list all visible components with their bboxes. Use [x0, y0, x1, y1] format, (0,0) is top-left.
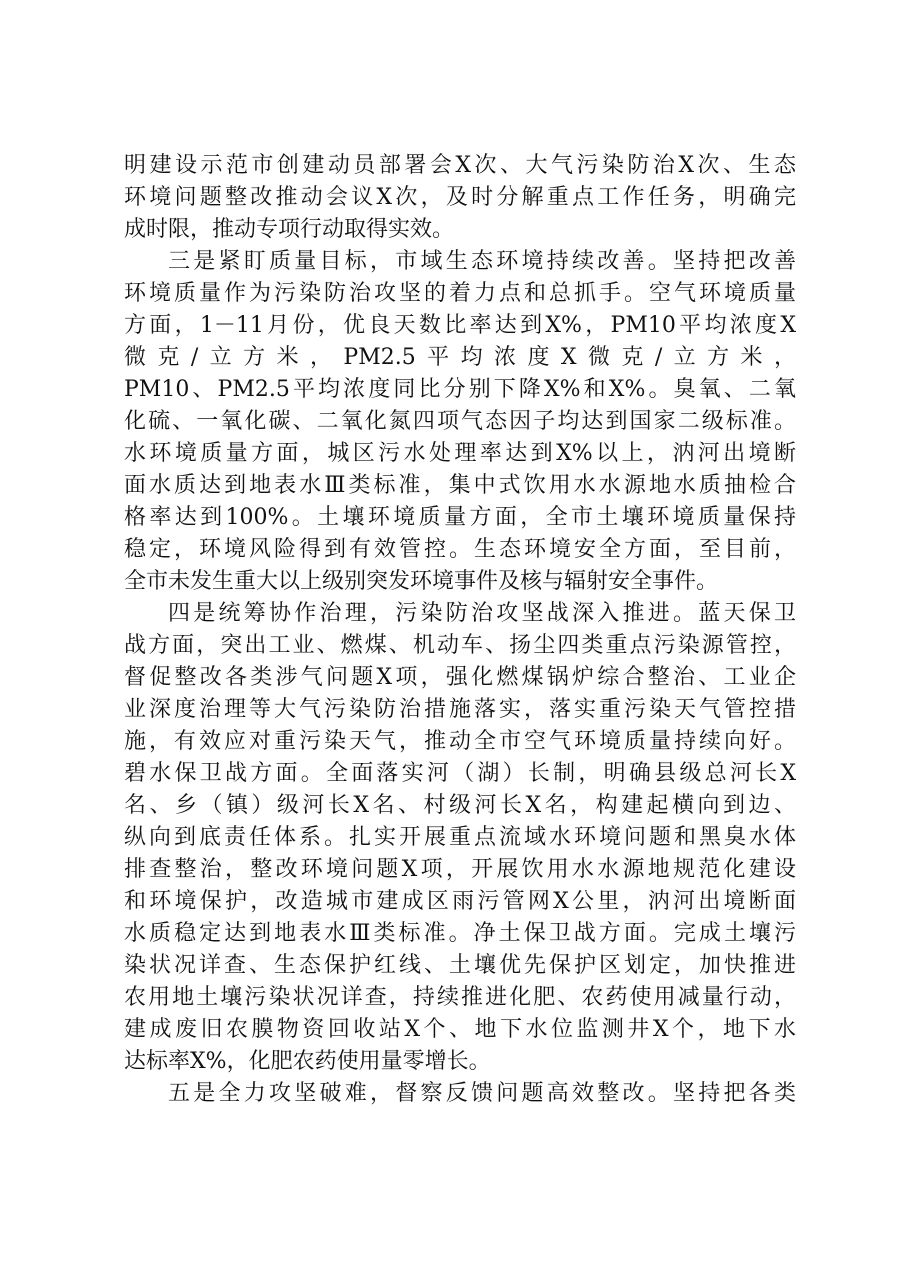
text-line: 面水质达到地表水Ⅲ类标准，集中式饮用水水源地水质抽检合 — [124, 473, 796, 498]
text-line: 稳定，环境风险得到有效管控。生态环境安全方面，至目前， — [124, 537, 796, 562]
text-line: 水环境质量方面，城区污水处理率达到X%以上，汭河出境断 — [124, 441, 796, 466]
text-line: 微克/立方米，PM2.5平均浓度X微克/立方米， — [124, 345, 796, 370]
text-line: PM10、PM2.5平均浓度同比分别下降X%和X%。臭氧、二氧 — [124, 377, 796, 402]
text-line: 建成废旧农膜物资回收站X个、地下水位监测井X个，地下水 — [124, 1017, 796, 1042]
text-line: 方面，1－11月份，优良天数比率达到X%，PM10平均浓度X — [124, 313, 796, 338]
text-line: 业深度治理等大气污染防治措施落实，落实重污染天气管控措 — [124, 697, 796, 722]
paragraph-first-line: 五是全力攻坚破难，督察反馈问题高效整改。坚持把各类 — [168, 1081, 796, 1106]
text-line: 格率达到100%。土壤环境质量方面，全市土壤环境质量保持 — [124, 505, 796, 530]
text-line: 碧水保卫战方面。全面落实河（湖）长制，明确县级总河长X — [124, 761, 796, 786]
text-line: 全市未发生重大以上级别突发环境事件及核与辐射安全事件。 — [124, 569, 719, 594]
text-line: 环境问题整改推动会议X次，及时分解重点工作任务，明确完 — [124, 185, 796, 210]
text-line: 达标率X%，化肥农药使用量零增长。 — [124, 1049, 491, 1074]
paragraph-first-line: 四是统筹协作治理，污染防治攻坚战深入推进。蓝天保卫 — [168, 601, 796, 626]
text-line: 化硫、一氧化碳、二氧化氮四项气态因子均达到国家二级标准。 — [124, 409, 796, 434]
text-line: 水质稳定达到地表水Ⅲ类标准。净土保卫战方面。完成土壤污 — [124, 921, 796, 946]
text-line: 和环境保护，改造城市建成区雨污管网X公里，汭河出境断面 — [124, 889, 796, 914]
text-line: 环境质量作为污染防治攻坚的着力点和总抓手。空气环境质量 — [124, 281, 796, 306]
text-line: 排查整治，整改环境问题X项，开展饮用水水源地规范化建设 — [124, 857, 796, 882]
text-line: 农用地土壤污染状况详查，持续推进化肥、农药使用减量行动， — [124, 985, 796, 1010]
text-line: 名、乡（镇）级河长X名、村级河长X名，构建起横向到边、 — [124, 793, 796, 818]
text-line: 染状况详查、生态保护红线、土壤优先保护区划定，加快推进 — [124, 953, 796, 978]
text-line: 成时限，推动专项行动取得实效。 — [124, 217, 455, 242]
text-line: 施，有效应对重污染天气，推动全市空气环境质量持续向好。 — [124, 729, 796, 754]
text-line: 纵向到底责任体系。扎实开展重点流域水环境问题和黑臭水体 — [124, 825, 796, 850]
text-line: 督促整改各类涉气问题X项，强化燃煤锅炉综合整治、工业企 — [124, 665, 796, 690]
paragraph-first-line: 三是紧盯质量目标，市域生态环境持续改善。坚持把改善 — [168, 249, 796, 274]
text-line: 明建设示范市创建动员部署会X次、大气污染防治X次、生态 — [124, 153, 796, 178]
text-line: 战方面，突出工业、燃煤、机动车、扬尘四类重点污染源管控， — [124, 633, 796, 658]
